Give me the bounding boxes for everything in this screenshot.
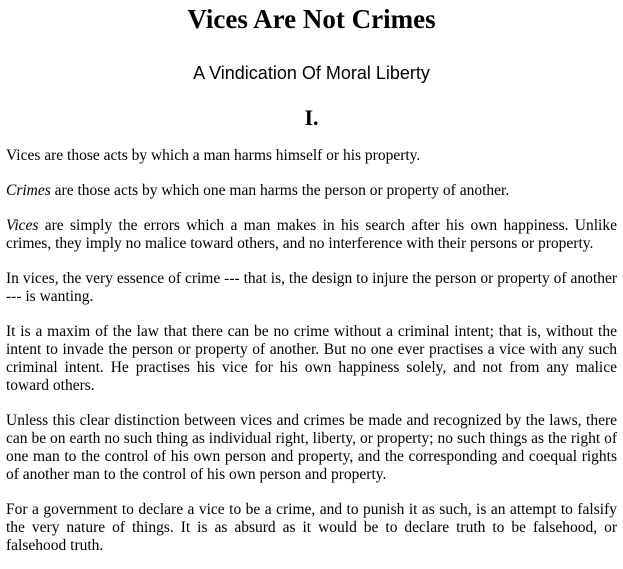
paragraph-3-text: are simply the errors which a man makes in his search after his own happiness. Unlike crimes, they imply no malice toward others, and no interference with their persons or property. [6, 217, 617, 252]
document-subtitle: A Vindication Of Moral Liberty [193, 63, 430, 83]
paragraph-7 [6, 501, 617, 555]
paragraph-3 [6, 217, 617, 253]
paragraph-4 [6, 270, 617, 306]
paragraph-4-text: In vices, the very essence of crime --- that is, the design to injure the person or property of another --- is wanting. [6, 270, 617, 305]
paragraph-1-text: Vices are those acts by which a man harms himself or his property. [6, 147, 421, 164]
paragraph-5 [6, 323, 617, 395]
paragraph-2-italic-lead: Crimes [6, 182, 51, 199]
paragraph-2-text: are those acts by which one man harms the person or property of another. [50, 182, 510, 199]
document-title: Vices Are Not Crimes [187, 4, 436, 34]
paragraph-5-text: It is a maxim of the law that there can be no crime without a criminal intent; that is, without the intent to invade the person or property of another. But no one ever practises a vice with any such criminal intent. He practises his vice for his own happiness solely, and not from any malice toward others. [6, 323, 617, 394]
paragraph-1 [6, 147, 617, 165]
section-heading: I. [304, 105, 319, 130]
paragraph-7-text: For a government to declare a vice to be a crime, and to punish it as such, is an attempt to falsify the very nature of things. It is as absurd as it would be to declare truth to be falsehood, or falsehood truth. [6, 501, 617, 554]
document-body [6, 147, 617, 555]
paragraph-6-text: Unless this clear distinction between vices and crimes be made and recognized by the laws, there can be on earth no such thing as individual right, liberty, or property; no such things as the right of one man to the control of his own person and property, and the corresponding and coequal rights of another man to the control of his own person and property. [6, 412, 617, 483]
paragraph-2 [6, 182, 617, 200]
paragraph-6 [6, 412, 617, 484]
paragraph-3-italic-lead: Vices [6, 217, 39, 234]
